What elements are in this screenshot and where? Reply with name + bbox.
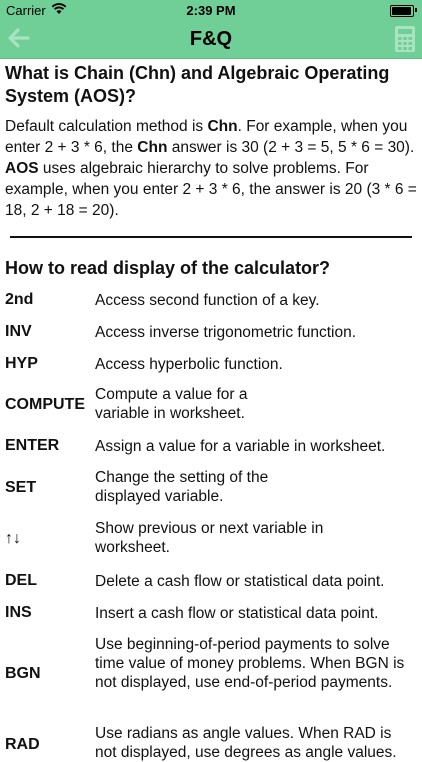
display-term: ↑↓	[5, 530, 21, 547]
display-description: Access inverse trigonometric function.	[95, 324, 357, 341]
display-description: Compute a value for a variable in worksheet.	[95, 386, 248, 422]
display-description: Insert a cash flow or statistical data point.	[95, 605, 379, 622]
answer-text: uses algebraic hierarchy to solve problems. For example, when you enter 2 + 3 * 6, the answer is 20 (3 * 6 = 18, 2 + 18 = 20).	[5, 160, 417, 219]
answer-chain-aos	[5, 116, 417, 221]
carrier-label: Carrier	[6, 3, 46, 18]
display-term: INV	[5, 323, 32, 340]
section-divider	[10, 236, 412, 238]
chn-term: Chn	[207, 118, 238, 135]
display-description: Access hyperbolic function.	[95, 356, 283, 373]
display-description: Assign a value for a variable in worksheet.	[95, 438, 386, 455]
question-read-display: How to read display of the calculator?	[5, 258, 331, 278]
answer-text: . For example, when you enter 2 + 3 * 6, the	[5, 118, 408, 156]
display-term: COMPUTE	[5, 396, 85, 413]
chn-term: Chn	[137, 139, 168, 156]
display-term: BGN	[5, 665, 41, 682]
display-term: SET	[5, 479, 37, 496]
display-term: 2nd	[5, 291, 34, 308]
display-term: RAD	[5, 736, 40, 753]
calculator-icon[interactable]	[394, 25, 416, 53]
display-description: Use beginning-of-period payments to solve time value of money problems. When BGN is not displayed, use end-of-period payments.	[95, 636, 405, 691]
display-term: DEL	[5, 572, 37, 589]
display-description: Delete a cash flow or statistical data point.	[95, 573, 385, 590]
display-term: HYP	[5, 355, 38, 372]
aos-term: AOS	[5, 160, 39, 177]
answer-text: Default calculation method is	[5, 118, 208, 135]
display-term: INS	[5, 604, 32, 621]
battery-icon	[390, 5, 414, 17]
display-description: Change the setting of the displayed variable.	[95, 469, 269, 505]
answer-text: answer is 30 (2 + 3 = 5, 5 * 6 = 30).	[167, 139, 415, 156]
clock: 2:39 PM	[186, 3, 236, 18]
display-term: ENTER	[5, 437, 60, 454]
page-title: F&Q	[189, 28, 233, 50]
display-description: Access second function of a key.	[95, 292, 320, 309]
status-bar	[0, 0, 422, 20]
display-description: Show previous or next variable in worksheet.	[95, 520, 324, 556]
question-chain-aos: What is Chain (Chn) and Algebraic Operating System (AOS)?	[5, 63, 390, 106]
battery-tip	[415, 8, 417, 12]
navigation-bar	[0, 20, 422, 59]
display-description: Use radians as angle values. When RAD is not displayed, use degrees as angle values.	[95, 725, 397, 761]
